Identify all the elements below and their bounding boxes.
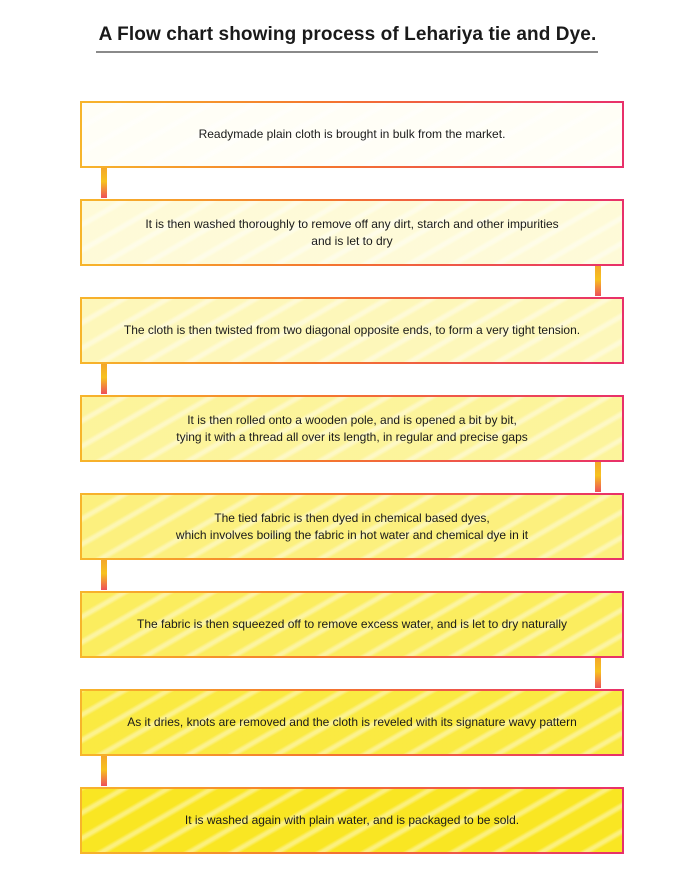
process-step-2 <box>80 199 624 266</box>
process-step-3 <box>80 297 624 364</box>
process-step-1 <box>80 101 624 168</box>
connector-2 <box>595 266 601 296</box>
process-step-1-text: Readymade plain cloth is brought in bulk from the market. <box>198 127 506 141</box>
process-step-8-text: It is washed again with plain water, and is packaged to be sold. <box>184 813 520 827</box>
process-step-7 <box>80 689 624 756</box>
process-step-3-text: The cloth is then twisted from two diagonal opposite ends, to form a very tight tension. <box>123 323 581 337</box>
process-step-7-text: As it dries, knots are removed and the cloth is reveled with its signature wavy pattern <box>127 715 577 729</box>
process-step-8 <box>80 787 624 854</box>
process-step-2-text: It is then washed thoroughly to remove off any dirt, starch and other impurities and is let to dry <box>145 216 559 248</box>
connector-3 <box>101 364 107 394</box>
process-step-4-text: It is then rolled onto a wooden pole, and is opened a bit by bit, tying it with a thread all over its length, in regular and precise gaps <box>176 412 528 444</box>
connector-7 <box>101 756 107 786</box>
title-underline <box>96 51 598 53</box>
connector-1 <box>101 168 107 198</box>
process-step-6-text: The fabric is then squeezed off to remove excess water, and is let to dry naturally <box>136 617 567 631</box>
connector-5 <box>101 560 107 590</box>
process-step-4 <box>80 395 624 462</box>
process-step-6 <box>80 591 624 658</box>
process-step-5-text: The tied fabric is then dyed in chemical based dyes, which involves boiling the fabric in hot water and chemical dye in it <box>175 510 529 542</box>
connector-6 <box>595 658 601 688</box>
diagram-title: A Flow chart showing process of Lehariya tie and Dye. <box>98 24 597 45</box>
process-step-5 <box>80 493 624 560</box>
connector-4 <box>595 462 601 492</box>
